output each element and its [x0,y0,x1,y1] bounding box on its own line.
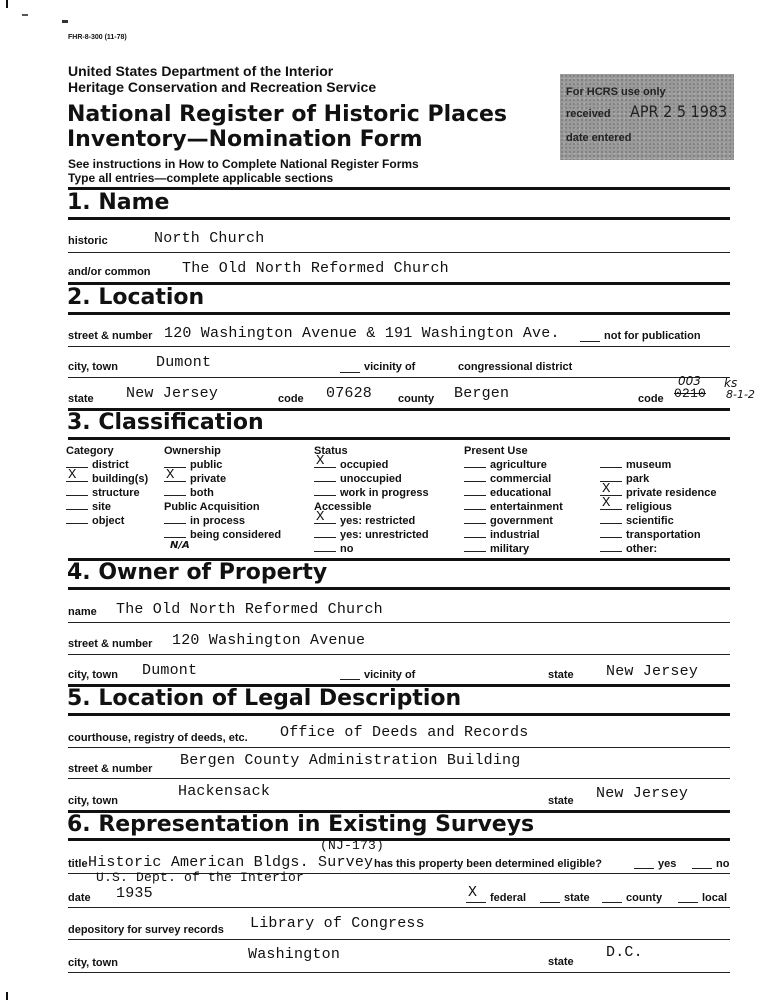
present-use-option[interactable] [464,473,551,485]
category-label: building(s) [92,473,149,485]
accessible-heading: Accessible [314,501,372,513]
present-use-label: government [490,515,553,527]
vicinity-blank [340,372,360,373]
historic-value: North Church [154,230,265,247]
owner-city-value: Dumont [142,662,198,679]
stamp-line1: For HCRS use only [566,86,666,98]
present-use-blank[interactable] [464,543,486,552]
form-id: FHR-8-300 (11-78) [68,34,127,41]
not-pub-blank [580,341,600,342]
present-use-label: other: [626,543,658,555]
status-blank[interactable] [314,453,336,469]
no-blank [692,868,712,869]
acquisition-label: in process [190,515,246,527]
accessible-option[interactable] [314,543,353,555]
acquisition-label: being considered [190,529,282,541]
accessible-blank[interactable] [314,529,336,538]
present-use-label: religious [626,501,672,513]
accessible-blank[interactable] [314,543,336,552]
state-label: state [68,393,94,405]
present-use-option[interactable] [464,529,540,541]
field-line [68,654,730,655]
category-label: site [92,501,111,513]
present-use-blank[interactable] [600,529,622,538]
section-6-title: 6. Representation in Existing Surveys [67,812,535,837]
courthouse-label: courthouse, registry of deeds, etc. [68,732,248,744]
category-mark: X [68,467,77,483]
no-label: no [716,858,730,870]
acquisition-blank[interactable] [164,529,186,538]
section-divider [68,217,730,220]
survey-agency: U.S. Dept. of the Interior [96,870,305,885]
level-state-label: state [564,892,590,904]
code2-handwritten: 003 [678,374,701,388]
owner-name-value: The Old North Reformed Church [116,601,383,618]
owner-state-label: state [548,669,574,681]
form-title-2: Inventory—Nomination Form [67,127,423,152]
category-blank[interactable] [66,487,88,496]
zip-value: 07628 [326,385,373,402]
ownership-option[interactable] [164,487,214,499]
status-label: occupied [340,459,389,471]
category-blank[interactable] [66,515,88,524]
legal-street-label: street & number [68,763,153,775]
status-mark: X [316,453,325,469]
field-line [68,747,730,748]
field-line [68,972,730,973]
survey-id: (NJ-173) [320,838,385,853]
status-option[interactable] [314,487,429,499]
yes-blank [634,868,654,869]
ownership-label: private [190,473,227,485]
present-use-blank[interactable] [464,515,486,524]
city-label: city, town [68,361,118,373]
county-blank [602,902,622,903]
accessible-option[interactable] [314,529,429,541]
survey-date-value: 1935 [116,885,153,902]
ownership-label: public [190,459,223,471]
accessible-mark: X [316,509,325,525]
street-value: 120 Washington Avenue & 191 Washington Ave. [164,325,560,342]
status-label: work in progress [340,487,429,499]
section-2-title: 2. Location [67,285,205,310]
county-value: Bergen [454,385,510,402]
present-use-option[interactable] [464,515,553,527]
ownership-label: both [190,487,214,499]
city-value: Dumont [156,354,212,371]
status-option[interactable] [314,453,389,471]
field-line [68,377,730,378]
legal-state-value: New Jersey [596,785,689,802]
owner-state-value: New Jersey [606,663,699,680]
present-use-mark: X [602,481,611,497]
field-line [68,346,730,347]
field-line [68,252,730,253]
margin-tick [6,992,8,1000]
present-use-label: transportation [626,529,701,541]
yes-label: yes [658,858,677,870]
margin-tick [62,20,68,23]
status-blank[interactable] [314,473,336,482]
dept-title: United States Department of the Interior [68,63,334,79]
present-use-label: commercial [490,473,552,485]
present-use-blank[interactable] [464,459,486,468]
owner-street-value: 120 Washington Avenue [172,632,366,649]
code2-struck: 0210 [674,386,707,401]
category-option[interactable] [66,501,111,513]
ownership-heading: Ownership [164,445,221,457]
present-use-label: industrial [490,529,540,541]
federal-label: federal [490,892,527,904]
present-use-label: park [626,473,650,485]
vicinity-label: vicinity of [364,361,416,373]
owner-vicinity-label: vicinity of [364,669,416,681]
status-heading: Status [314,445,348,457]
category-option[interactable] [66,467,149,485]
present-use-heading: Present Use [464,445,528,457]
category-option[interactable] [66,487,140,499]
category-blank[interactable] [66,467,88,483]
present-use-mark: X [602,495,611,511]
common-label: and/or common [68,266,151,278]
present-use-label: scientific [626,515,674,527]
present-use-option[interactable] [600,459,671,471]
field-line [68,622,730,623]
accessible-label: yes: restricted [340,515,416,527]
present-use-option[interactable] [600,529,701,541]
accessible-label: yes: unrestricted [340,529,429,541]
owner-city-label: city, town [68,669,118,681]
code2-label: code [638,393,664,405]
acquisition-blank[interactable] [164,515,186,524]
acquisition-note: N/A [170,540,190,551]
state-value: New Jersey [126,385,219,402]
common-value: The Old North Reformed Church [182,260,449,277]
survey-city-value: Washington [248,946,341,963]
form-title-1: National Register of Historic Places [67,102,508,127]
section-divider [68,437,730,440]
stamp-entered-label: date entered [566,132,632,144]
county-label: county [398,393,435,405]
present-use-label: entertainment [490,501,563,513]
present-use-option[interactable] [600,543,657,555]
eligible-question: has this property been determined eligible? [374,858,602,870]
field-line [68,939,730,940]
margin-tick [6,0,8,8]
local-label: local [702,892,728,904]
section-divider [68,587,730,590]
service-title: Heritage Conservation and Recreation Service [68,79,377,95]
present-use-blank[interactable] [464,487,486,496]
legal-state-label: state [548,795,574,807]
present-use-option[interactable] [600,481,717,499]
present-use-option[interactable] [464,501,563,513]
survey-city-label: city, town [68,957,118,969]
present-use-blank[interactable] [600,495,622,511]
owner-street-label: street & number [68,638,153,650]
acquisition-option[interactable] [164,515,245,527]
margin-tick [22,14,28,16]
section-5-title: 5. Location of Legal Description [67,686,462,711]
survey-title-label: title [68,858,88,870]
instructions-1: See instructions in How to Complete National Register Forms [68,157,419,171]
section-3-title: 3. Classification [67,410,264,435]
state-blank [540,902,560,903]
present-use-blank[interactable] [464,529,486,538]
survey-title-value: Historic American Bldgs. Survey [88,854,374,871]
status-option[interactable] [314,473,402,485]
initials-handwritten: ks [724,376,738,390]
present-use-label: museum [626,459,672,471]
owner-name-label: name [68,606,97,618]
depository-value: Library of Congress [250,915,425,932]
stamp-received-label: received [566,108,611,120]
legal-street-value: Bergen County Administration Building [180,752,521,769]
present-use-label: military [490,543,530,555]
ownership-option[interactable] [164,467,227,485]
present-use-label: educational [490,487,552,499]
stamp-received-date: APR 2 5 1983 [630,102,728,121]
ownership-blank[interactable] [164,487,186,496]
category-heading: Category [66,445,114,457]
section-divider [68,312,730,315]
present-use-blank[interactable] [600,515,622,524]
present-use-option[interactable] [600,515,674,527]
accessible-label: no [340,543,354,555]
street-label: street & number [68,330,153,342]
present-use-blank[interactable] [464,473,486,482]
present-use-option[interactable] [464,487,551,499]
present-use-blank[interactable] [600,459,622,468]
federal-blank [466,902,486,903]
category-option[interactable] [66,515,124,527]
county-label: county [626,892,663,904]
vicinity-blank [340,679,360,680]
section-1-title: 1. Name [67,190,170,215]
category-label: object [92,515,125,527]
field-line [68,778,730,779]
federal-mark: X [468,884,478,901]
hcrs-stamp [560,74,734,160]
category-label: structure [92,487,140,499]
courthouse-value: Office of Deeds and Records [280,724,529,741]
survey-state-value: D.C. [606,944,643,961]
not-for-publication: not for publication [604,330,701,342]
district-label: congressional district [458,361,573,373]
section-divider [68,713,730,716]
code-label: code [278,393,304,405]
status-label: unoccupied [340,473,402,485]
present-use-label: private residence [626,487,717,499]
legal-city-value: Hackensack [178,783,271,800]
ownership-blank[interactable] [164,467,186,483]
section-4-title: 4. Owner of Property [67,560,328,585]
present-use-option[interactable] [600,495,672,513]
present-use-blank[interactable] [464,501,486,510]
accessible-option[interactable] [314,509,416,527]
survey-state-label: state [548,956,574,968]
present-use-blank[interactable] [600,543,622,552]
category-label: district [92,459,129,471]
instructions-2: Type all entries—complete applicable sections [68,171,334,185]
legal-city-label: city, town [68,795,118,807]
survey-date-label: date [68,892,91,904]
section-divider [68,838,730,841]
status-blank[interactable] [314,487,336,496]
acquisition-heading: Public Acquisition [164,501,260,513]
category-blank[interactable] [66,501,88,510]
present-use-option[interactable] [464,543,529,555]
depository-label: depository for survey records [68,924,224,936]
date-handwritten: 8-1-2 [726,388,755,401]
ownership-mark: X [166,467,175,483]
accessible-blank[interactable] [314,509,336,525]
present-use-option[interactable] [464,459,547,471]
local-blank [678,902,698,903]
historic-label: historic [68,235,108,247]
field-line [68,907,730,908]
present-use-label: agriculture [490,459,547,471]
